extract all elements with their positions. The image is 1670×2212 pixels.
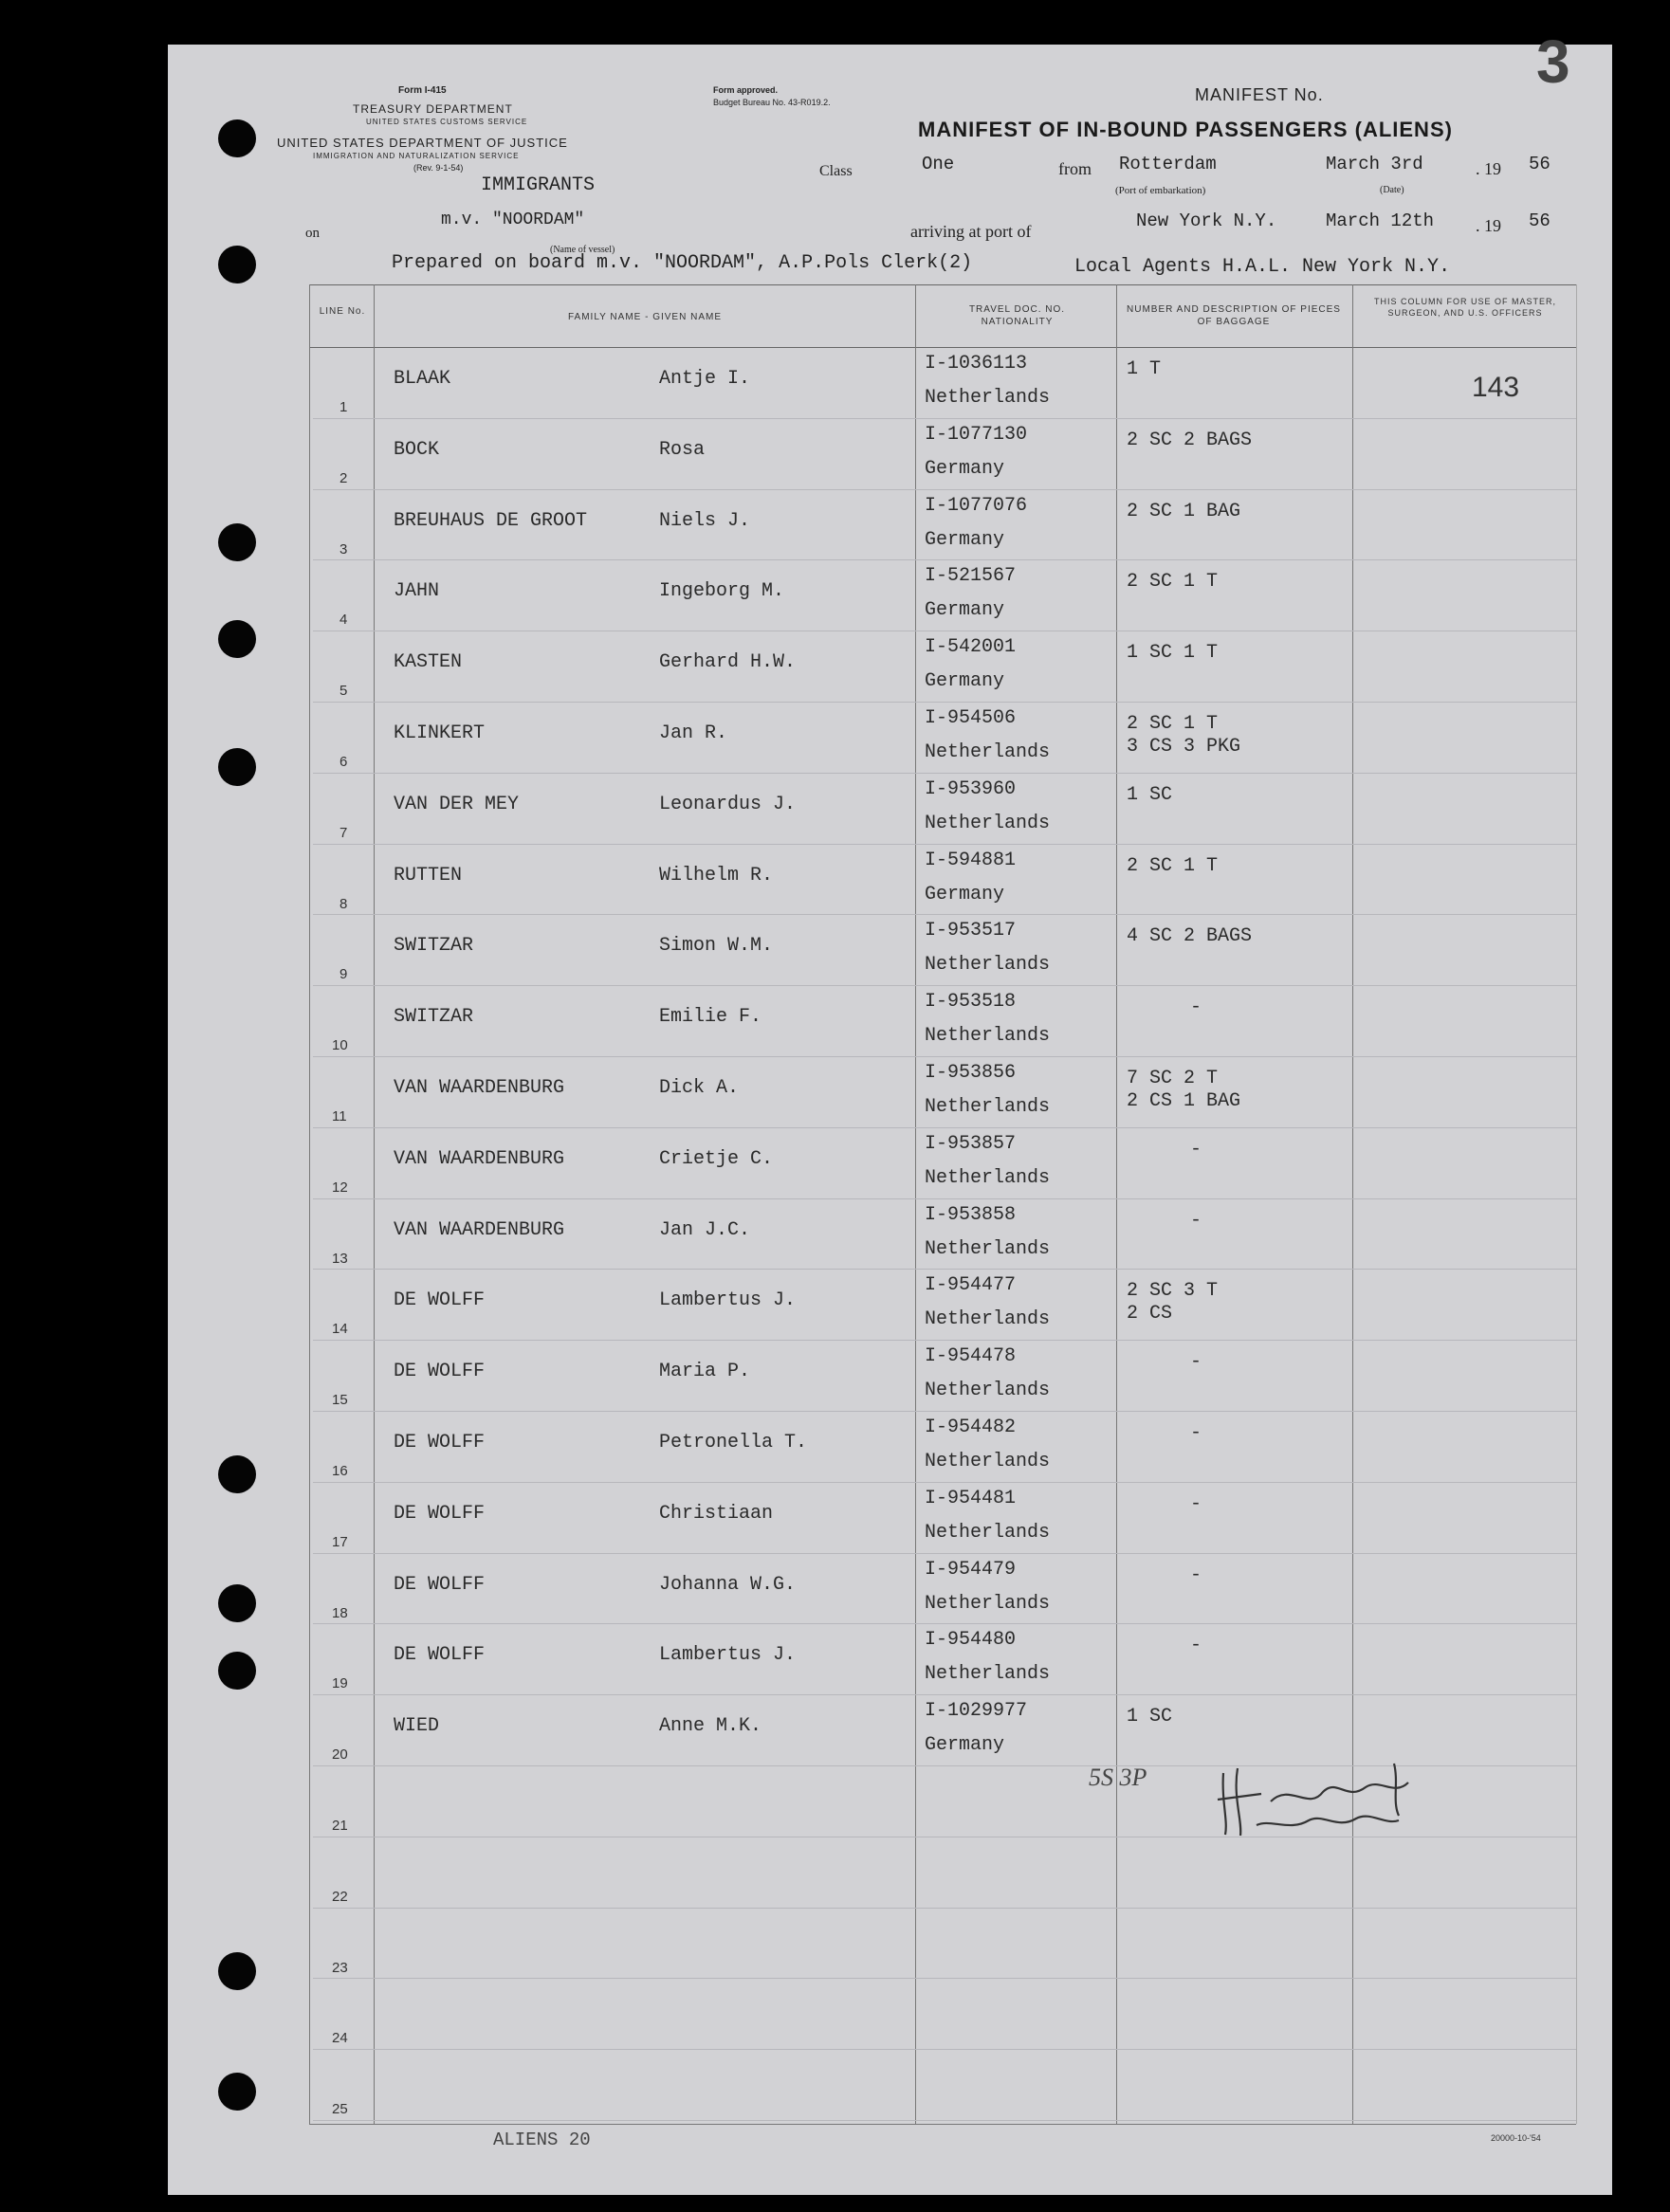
line-number: 22 [332,1888,348,1905]
table-top-border [309,284,1576,285]
class-label: Class [819,163,853,179]
given-name: Johanna W.G. [659,1573,797,1596]
travel-doc-no: I-953518 [925,991,1017,1014]
given-name: Dick A. [659,1077,740,1099]
row-separator [313,985,1576,986]
given-name: Ingeborg M. [659,580,785,603]
line-number: 25 [332,2101,348,2118]
punch-hole [218,1584,256,1622]
col-header-lineno: LINE No. [319,306,366,317]
punch-hole [218,523,256,561]
baggage-line-1: - [1190,1209,1202,1232]
travel-doc-no: I-542001 [925,636,1017,659]
row-separator [313,1269,1576,1270]
line-number: 8 [340,895,348,912]
baggage-line-1: 7 SC 2 T [1127,1068,1219,1089]
row-separator [313,1127,1576,1128]
departure-year: 56 [1529,154,1551,174]
row-separator [313,1694,1576,1695]
nationality: Netherlands [925,1592,1051,1615]
given-name: Jan J.C. [659,1218,751,1241]
on-label: on [305,226,320,241]
manifest-number: 3 [1536,27,1570,96]
port-caption: (Port of embarkation) [1115,185,1206,196]
family-name: VAN WAARDENBURG [394,1147,565,1170]
signature-strokes [1218,1764,1408,1836]
line-number: 5 [340,683,348,700]
baggage-line-1: 1 T [1127,358,1162,380]
line-number: 16 [332,1463,348,1479]
table-bottom-border [309,2124,1576,2125]
col-header-baggage: NUMBER AND DESCRIPTION OF PIECES OF BAGGAGE [1127,304,1341,327]
punch-hole [218,748,256,786]
line-number: 21 [332,1818,348,1834]
given-name: Anne M.K. [659,1715,762,1738]
line-number: 1 [340,399,348,415]
family-name: BOCK [394,438,440,461]
baggage-line-1: 2 SC 2 BAGS [1127,429,1253,451]
given-name: Antje I. [659,368,751,390]
row-separator [313,2049,1576,2050]
line-number: 12 [332,1179,348,1196]
family-name: KASTEN [394,651,463,674]
ins-service: IMMIGRATION AND NATURALIZATION SERVICE [313,152,520,160]
nationality: Netherlands [925,1663,1051,1686]
travel-doc-no: I-954482 [925,1417,1017,1438]
baggage-line-1: - [1190,1422,1202,1444]
row-separator [313,418,1576,419]
given-name: Gerhard H.W. [659,651,797,674]
family-name: DE WOLFF [394,1361,486,1383]
row-separator [313,1623,1576,1624]
baggage-line-1: 1 SC 1 T [1127,642,1219,665]
line-number: 11 [332,1108,347,1124]
punch-hole [218,1652,256,1690]
baggage-line-1: 2 SC 1 T [1127,571,1219,594]
table-right-border [1576,284,1577,2124]
travel-doc-no: I-954477 [925,1274,1017,1297]
local-agents: Local Agents H.A.L. New York N.Y. [1074,256,1451,278]
family-name: VAN WAARDENBURG [394,1077,565,1099]
family-name: SWITZAR [394,935,474,958]
given-name: Emilie F. [659,1006,762,1029]
nationality: Netherlands [925,387,1051,409]
punch-hole [218,1455,256,1493]
manifest-page [168,45,1612,2195]
nationality: Netherlands [925,1237,1051,1260]
footer-aliens: ALIENS 20 [493,2130,591,2150]
travel-doc-no: I-1036113 [925,353,1028,375]
given-name: Petronella T. [659,1432,808,1453]
row-separator [313,559,1576,560]
given-name: Lambertus J. [659,1289,797,1312]
punch-hole [218,620,256,658]
nationality: Netherlands [925,1521,1051,1544]
col-header-doc: TRAVEL DOC. NO. NATIONALITY [968,304,1066,327]
line-number: 20 [332,1746,348,1764]
vessel-caption: (Name of vessel) [550,245,615,255]
arrival-year: 56 [1529,210,1551,231]
line-number: 9 [340,966,348,983]
family-name: DE WOLFF [394,1432,486,1453]
travel-doc-no: I-953517 [925,920,1017,942]
baggage-line-1: 2 SC 1 T [1127,713,1219,735]
row-separator [313,1056,1576,1057]
nationality: Germany [925,1734,1005,1757]
family-name: DE WOLFF [394,1573,486,1596]
class-value: One [922,154,955,174]
nationality: Netherlands [925,1451,1051,1472]
port-embarkation: Rotterdam [1119,154,1217,174]
date-caption: (Date) [1380,185,1404,195]
row-separator [313,1978,1576,1979]
manifest-title: MANIFEST OF IN-BOUND PASSENGERS (ALIENS) [918,118,1453,141]
row-separator [313,1411,1576,1412]
year-prefix-arrival: . 19 [1476,216,1501,235]
baggage-line-1: 1 SC [1127,783,1173,806]
family-name: VAN WAARDENBURG [394,1218,565,1241]
form-number: Form I-415 [398,85,447,96]
baggage-line-2: 2 CS [1127,1303,1173,1325]
given-name: Jan R. [659,722,728,744]
form-approved: Form approved. [713,85,779,95]
baggage-line-1: - [1190,1635,1202,1657]
baggage-line-1: 2 SC 3 T [1127,1280,1219,1303]
given-name: Christiaan [659,1502,774,1525]
baggage-line-1: 2 SC 1 T [1127,854,1219,877]
nationality: Netherlands [925,1380,1051,1402]
family-name: DE WOLFF [394,1644,486,1667]
row-separator [313,1482,1576,1483]
travel-doc-no: I-521567 [925,565,1017,588]
baggage-line-1: - [1190,1138,1202,1161]
line-number: 2 [340,469,348,486]
footer-print-code: 20000-10-'54 [1491,2133,1541,2143]
departure-date: March 3rd [1326,154,1423,174]
row-separator [313,489,1576,490]
arrival-date: March 12th [1326,210,1435,231]
justice-dept: UNITED STATES DEPARTMENT OF JUSTICE [277,136,568,150]
customs-service: UNITED STATES CUSTOMS SERVICE [366,118,528,126]
travel-doc-no: I-954480 [925,1629,1017,1652]
line-number: 6 [340,754,348,770]
officer-signature [1204,1745,1451,1849]
given-name: Leonardus J. [659,793,797,815]
nationality: Netherlands [925,1308,1051,1331]
nationality: Germany [925,670,1005,693]
punch-hole [218,2073,256,2111]
given-name: Crietje C. [659,1147,774,1170]
nationality: Netherlands [925,812,1051,834]
line-number: 24 [332,2030,348,2047]
nationality: Netherlands [925,954,1051,977]
baggage-line-1: - [1190,1563,1202,1586]
table-left-border [309,284,310,2124]
nationality: Germany [925,883,1005,905]
manifest-no-label: MANIFEST No. [1195,85,1324,104]
row-separator [313,914,1576,915]
travel-doc-no: I-1029977 [925,1700,1028,1723]
budget-bureau: Budget Bureau No. 43-R019.2. [713,98,831,107]
travel-doc-no: I-953857 [925,1132,1017,1155]
prepared-on-board: Prepared on board m.v. "NOORDAM", A.P.Pols Clerk(2) [392,252,973,274]
punch-hole [218,246,256,283]
given-name: Niels J. [659,509,751,532]
year-prefix: . 19 [1476,159,1501,178]
family-name: WIED [394,1715,440,1738]
family-name: KLINKERT [394,722,486,744]
treasury-dept: TREASURY DEPARTMENT [353,102,513,116]
line-number: 17 [332,1533,348,1550]
baggage-line-1: 2 SC 1 BAG [1127,500,1241,522]
baggage-line-1: 1 SC [1127,1706,1173,1728]
line-number: 3 [340,540,348,558]
travel-doc-no: I-954479 [925,1558,1017,1581]
travel-doc-no: I-954481 [925,1487,1017,1509]
nationality: Germany [925,528,1005,551]
baggage-line-1: - [1190,996,1202,1019]
vessel-name: m.v. "NOORDAM" [441,210,585,229]
handwritten-tally: 5S 3P [1089,1764,1147,1791]
line-number: 19 [332,1675,348,1692]
family-name: BLAAK [394,368,451,390]
baggage-line-1: 4 SC 2 BAGS [1127,925,1253,948]
col-header-name: FAMILY NAME - GIVEN NAME [568,312,722,322]
family-name: SWITZAR [394,1006,474,1029]
baggage-line-2: 2 CS 1 BAG [1127,1090,1241,1112]
nationality: Germany [925,599,1005,622]
travel-doc-no: I-953856 [925,1062,1017,1084]
revision: (Rev. 9-1-54) [413,163,464,173]
travel-doc-no: I-953858 [925,1203,1017,1226]
row-separator [313,1908,1576,1909]
family-name: JAHN [394,580,440,603]
given-name: Rosa [659,438,706,461]
line-number: 23 [332,1959,348,1976]
arrival-port: New York N.Y. [1136,210,1277,231]
row-separator [313,702,1576,703]
given-name: Lambertus J. [659,1644,797,1667]
from-label: from [1058,159,1092,178]
line-number: 18 [332,1604,348,1621]
line-number: 14 [332,1321,348,1338]
given-name: Simon W.M. [659,935,774,958]
nationality: Germany [925,457,1005,480]
immigrants-stamp: IMMIGRANTS [481,174,596,196]
line-number: 15 [332,1392,348,1409]
family-name: DE WOLFF [394,1502,486,1525]
line-number: 7 [340,824,348,841]
row-separator [313,1340,1576,1341]
family-name: BREUHAUS DE GROOT [394,509,588,532]
punch-hole [218,1952,256,1990]
line-number: 13 [332,1250,348,1267]
travel-doc-no: I-954506 [925,707,1017,729]
nationality: Netherlands [925,741,1051,763]
nationality: Netherlands [925,1166,1051,1189]
officer-count: 143 [1472,372,1520,403]
travel-doc-no: I-953960 [925,777,1017,800]
travel-doc-no: I-594881 [925,849,1017,871]
row-separator [313,844,1576,845]
travel-doc-no: I-1077130 [925,423,1028,446]
travel-doc-no: I-1077076 [925,494,1028,517]
punch-hole [218,119,256,157]
family-name: VAN DER MEY [394,793,520,815]
row-separator [313,773,1576,774]
travel-doc-no: I-954478 [925,1345,1017,1368]
baggage-line-1: - [1190,1492,1202,1515]
arriving-label: arriving at port of [910,222,1032,241]
given-name: Maria P. [659,1361,751,1383]
family-name: DE WOLFF [394,1289,486,1312]
line-number: 4 [340,612,348,629]
line-number: 10 [332,1037,348,1054]
row-separator [313,1553,1576,1554]
header-bottom-border [309,347,1576,348]
row-separator [313,1198,1576,1199]
row-separator [313,2120,1576,2121]
baggage-line-2: 3 CS 3 PKG [1127,736,1241,758]
nationality: Netherlands [925,1025,1051,1048]
baggage-line-1: - [1190,1351,1202,1374]
nationality: Netherlands [925,1096,1051,1118]
col-header-officers: THIS COLUMN FOR USE OF MASTER, SURGEON, AND U.S. OFFICERS [1373,297,1556,318]
given-name: Wilhelm R. [659,864,774,887]
family-name: RUTTEN [394,864,463,887]
